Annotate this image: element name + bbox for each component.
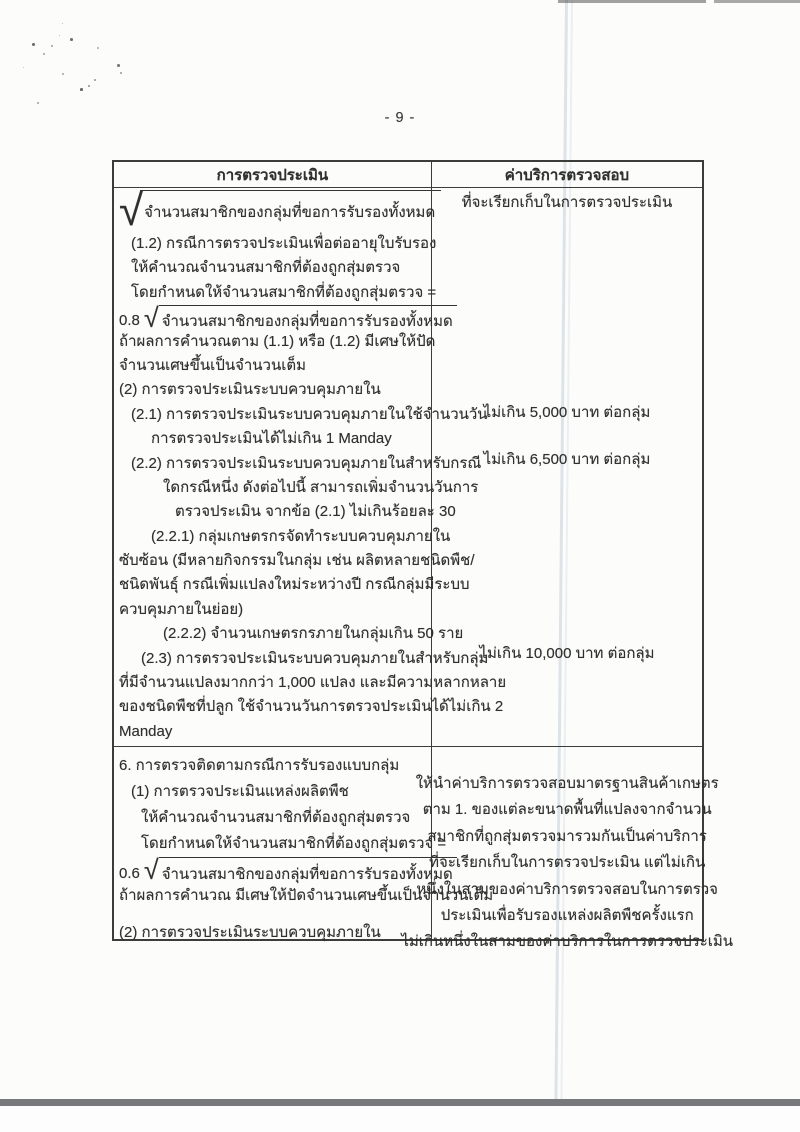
- text-line: (2) การตรวจประเมินระบบควบคุมภายใน: [119, 381, 381, 399]
- sqrt-formula-0-6: [119, 855, 453, 885]
- scan-below-edge: [0, 1106, 800, 1132]
- fee-cell-row1: [432, 188, 702, 746]
- text-line: ถ้าผลการคำนวณตาม (1.1) หรือ (1.2) มีเศษให้ปัด: [119, 332, 436, 350]
- assessment-cell-row1: [114, 186, 507, 746]
- header-assessment: การตรวจประเมิน: [114, 162, 432, 187]
- noise-speck: [62, 23, 63, 24]
- fee-amount-2-2: ไม่เกิน 6,500 บาท ต่อกลุ่ม: [483, 451, 651, 468]
- text-line: ซับซ้อน (มีหลายกิจกรรมในกลุ่ม เช่น ผลิตหลายชนิดพืช/: [119, 552, 475, 570]
- text-line: โดยกำหนดให้จำนวนสมาชิกที่ต้องถูกสุ่มตรวจ =: [141, 835, 447, 852]
- noise-speck: [51, 45, 53, 47]
- text-line: โดยกำหนดให้จำนวนสมาชิกที่ต้องถูกสุ่มตรวจ =: [131, 283, 437, 301]
- formula-radicand: จำนวนสมาชิกของกลุ่มที่ขอการรับรองทั้งหมด: [159, 857, 457, 888]
- table-row: [114, 747, 734, 951]
- text-line: (1.2) กรณีการตรวจประเมินเพื่อต่ออายุใบรับรอง: [131, 235, 437, 252]
- radical-sign-icon: √: [119, 186, 144, 235]
- text-line: (2.2) การตรวจประเมินระบบควบคุมภายในสำหรับกรณี: [131, 454, 482, 472]
- text-line: ควบคุมภายในย่อย): [119, 600, 244, 618]
- header-fee: ค่าบริการตรวจสอบ: [504, 166, 630, 184]
- text-line: ที่จะเรียกเก็บในการตรวจประเมิน แต่ไม่เกิน: [429, 854, 706, 872]
- table-header-row: [114, 162, 702, 188]
- text-line: ให้คำนวณจำนวนสมาชิกที่ต้องถูกสุ่มตรวจ: [141, 809, 411, 826]
- text-line: (2) การตรวจประเมินระบบควบคุมภายใน: [119, 924, 381, 941]
- formula-coefficient: 0.6: [119, 865, 140, 882]
- text-line: (1) การตรวจประเมินแหล่งผลิตพืช: [131, 783, 349, 800]
- noise-speck: [62, 73, 64, 75]
- noise-speck: [43, 53, 45, 55]
- text-line: สมาชิกที่ถูกสุ่มตรวจมารวมกันเป็นค่าบริการ: [427, 827, 707, 845]
- noise-speck: [23, 67, 24, 68]
- noise-speck: [94, 79, 96, 81]
- scan-top-edge: [558, 0, 706, 3]
- fee-cell-row2: [401, 747, 734, 951]
- table-row: [114, 188, 702, 747]
- text-line: หนึ่งในสามของค่าบริการตรวจสอบในการตรวจ: [416, 880, 718, 898]
- text-line: (2.1) การตรวจประเมินระบบควบคุมภายในใช้จำนวนวัน: [131, 405, 488, 423]
- noise-speck: [37, 102, 39, 104]
- text-line: ให้คำนวณจำนวนสมาชิกที่ต้องถูกสุ่มตรวจ: [131, 259, 401, 277]
- noise-speck: [70, 38, 73, 41]
- text-line: 6. การตรวจติดตามกรณีการรับรองแบบกลุ่ม: [119, 757, 400, 774]
- text-line: ที่มีจำนวนแปลงมากกว่า 1,000 แปลง และมีความหลากหลาย: [119, 674, 507, 692]
- fee-table: [112, 160, 734, 951]
- noise-speck: [80, 88, 83, 91]
- noise-speck: [88, 85, 90, 87]
- noise-speck: [117, 64, 120, 67]
- text-line: ใดกรณีหนึ่ง ดังต่อไปนี้ สามารถเพิ่มจำนวนวันการ: [163, 478, 479, 496]
- radical-sign-icon: √: [143, 855, 159, 885]
- formula-coefficient: 0.8: [119, 312, 140, 330]
- text-line: ชนิดพันธุ์ กรณีเพิ่มแปลงใหม่ระหว่างปี กรณีกลุ่มมีระบบ: [119, 576, 470, 594]
- noise-speck: [32, 43, 35, 46]
- text-line: ประเมินเพื่อรับรองแหล่งผลิตพืชครั้งแรก: [440, 906, 694, 924]
- text-line: ถ้าผลการคำนวณ มีเศษให้ปัดจำนวนเศษขึ้นเป็นจำนวนเต็ม: [119, 887, 494, 904]
- sqrt-formula-0-8: [119, 303, 453, 334]
- text-line: จำนวนเศษขึ้นเป็นจำนวนเต็ม: [119, 356, 306, 374]
- text-line: การตรวจประเมินได้ไม่เกิน 1 Manday: [151, 430, 392, 448]
- formula-radicand: จำนวนสมาชิกของกลุ่มที่ขอการรับรองทั้งหมด: [159, 305, 457, 334]
- text-line: (2.3) การตรวจประเมินระบบควบคุมภายในสำหรับกลุ่ม: [141, 649, 489, 667]
- noise-speck: [97, 47, 99, 49]
- fee-intro-text: ที่จะเรียกเก็บในการตรวจประเมิน: [461, 194, 673, 211]
- blank-space: [119, 909, 429, 920]
- text-line: Manday: [119, 722, 173, 740]
- scan-bottom-edge: [0, 1099, 800, 1106]
- sqrt-formula-top: [119, 186, 436, 235]
- page-number: - 9 -: [384, 110, 416, 126]
- text-line: ไม่เกินหนึ่งในสามของค่าบริการในการตรวจประเมิน: [401, 933, 734, 951]
- fee-amount-2-3: ไม่เกิน 10,000 บาท ต่อกลุ่ม: [479, 645, 655, 662]
- assessment-cell-row2: [114, 747, 494, 941]
- noise-speck: [59, 35, 60, 36]
- text-line: ให้นำค่าบริการตรวจสอบมาตรฐานสินค้าเกษตร: [415, 775, 719, 792]
- radical-sign-icon: √: [143, 303, 159, 334]
- text-line: (2.2.2) จำนวนเกษตรกรภายในกลุ่มเกิน 50 ราย: [163, 625, 464, 643]
- text-line: ตรวจประเมิน จากข้อ (2.1) ไม่เกินร้อยละ 30: [175, 503, 456, 521]
- text-line: ตาม 1. ของแต่ละขนาดพื้นที่แปลงจากจำนวน: [422, 801, 712, 819]
- text-line: ของชนิดพืชที่ปลูก ใช้จำนวนวันการตรวจประเมินได้ไม่เกิน 2: [119, 698, 504, 716]
- scan-top-edge: [714, 0, 800, 3]
- formula-radicand: จำนวนสมาชิกของกลุ่มที่ขอการรับรองทั้งหมด: [140, 190, 441, 224]
- fee-amount-2-1: ไม่เกิน 5,000 บาท ต่อกลุ่ม: [483, 404, 651, 421]
- noise-speck: [120, 72, 122, 74]
- text-line: (2.2.1) กลุ่มเกษตรกรจัดทำระบบควบคุมภายใน: [151, 527, 451, 545]
